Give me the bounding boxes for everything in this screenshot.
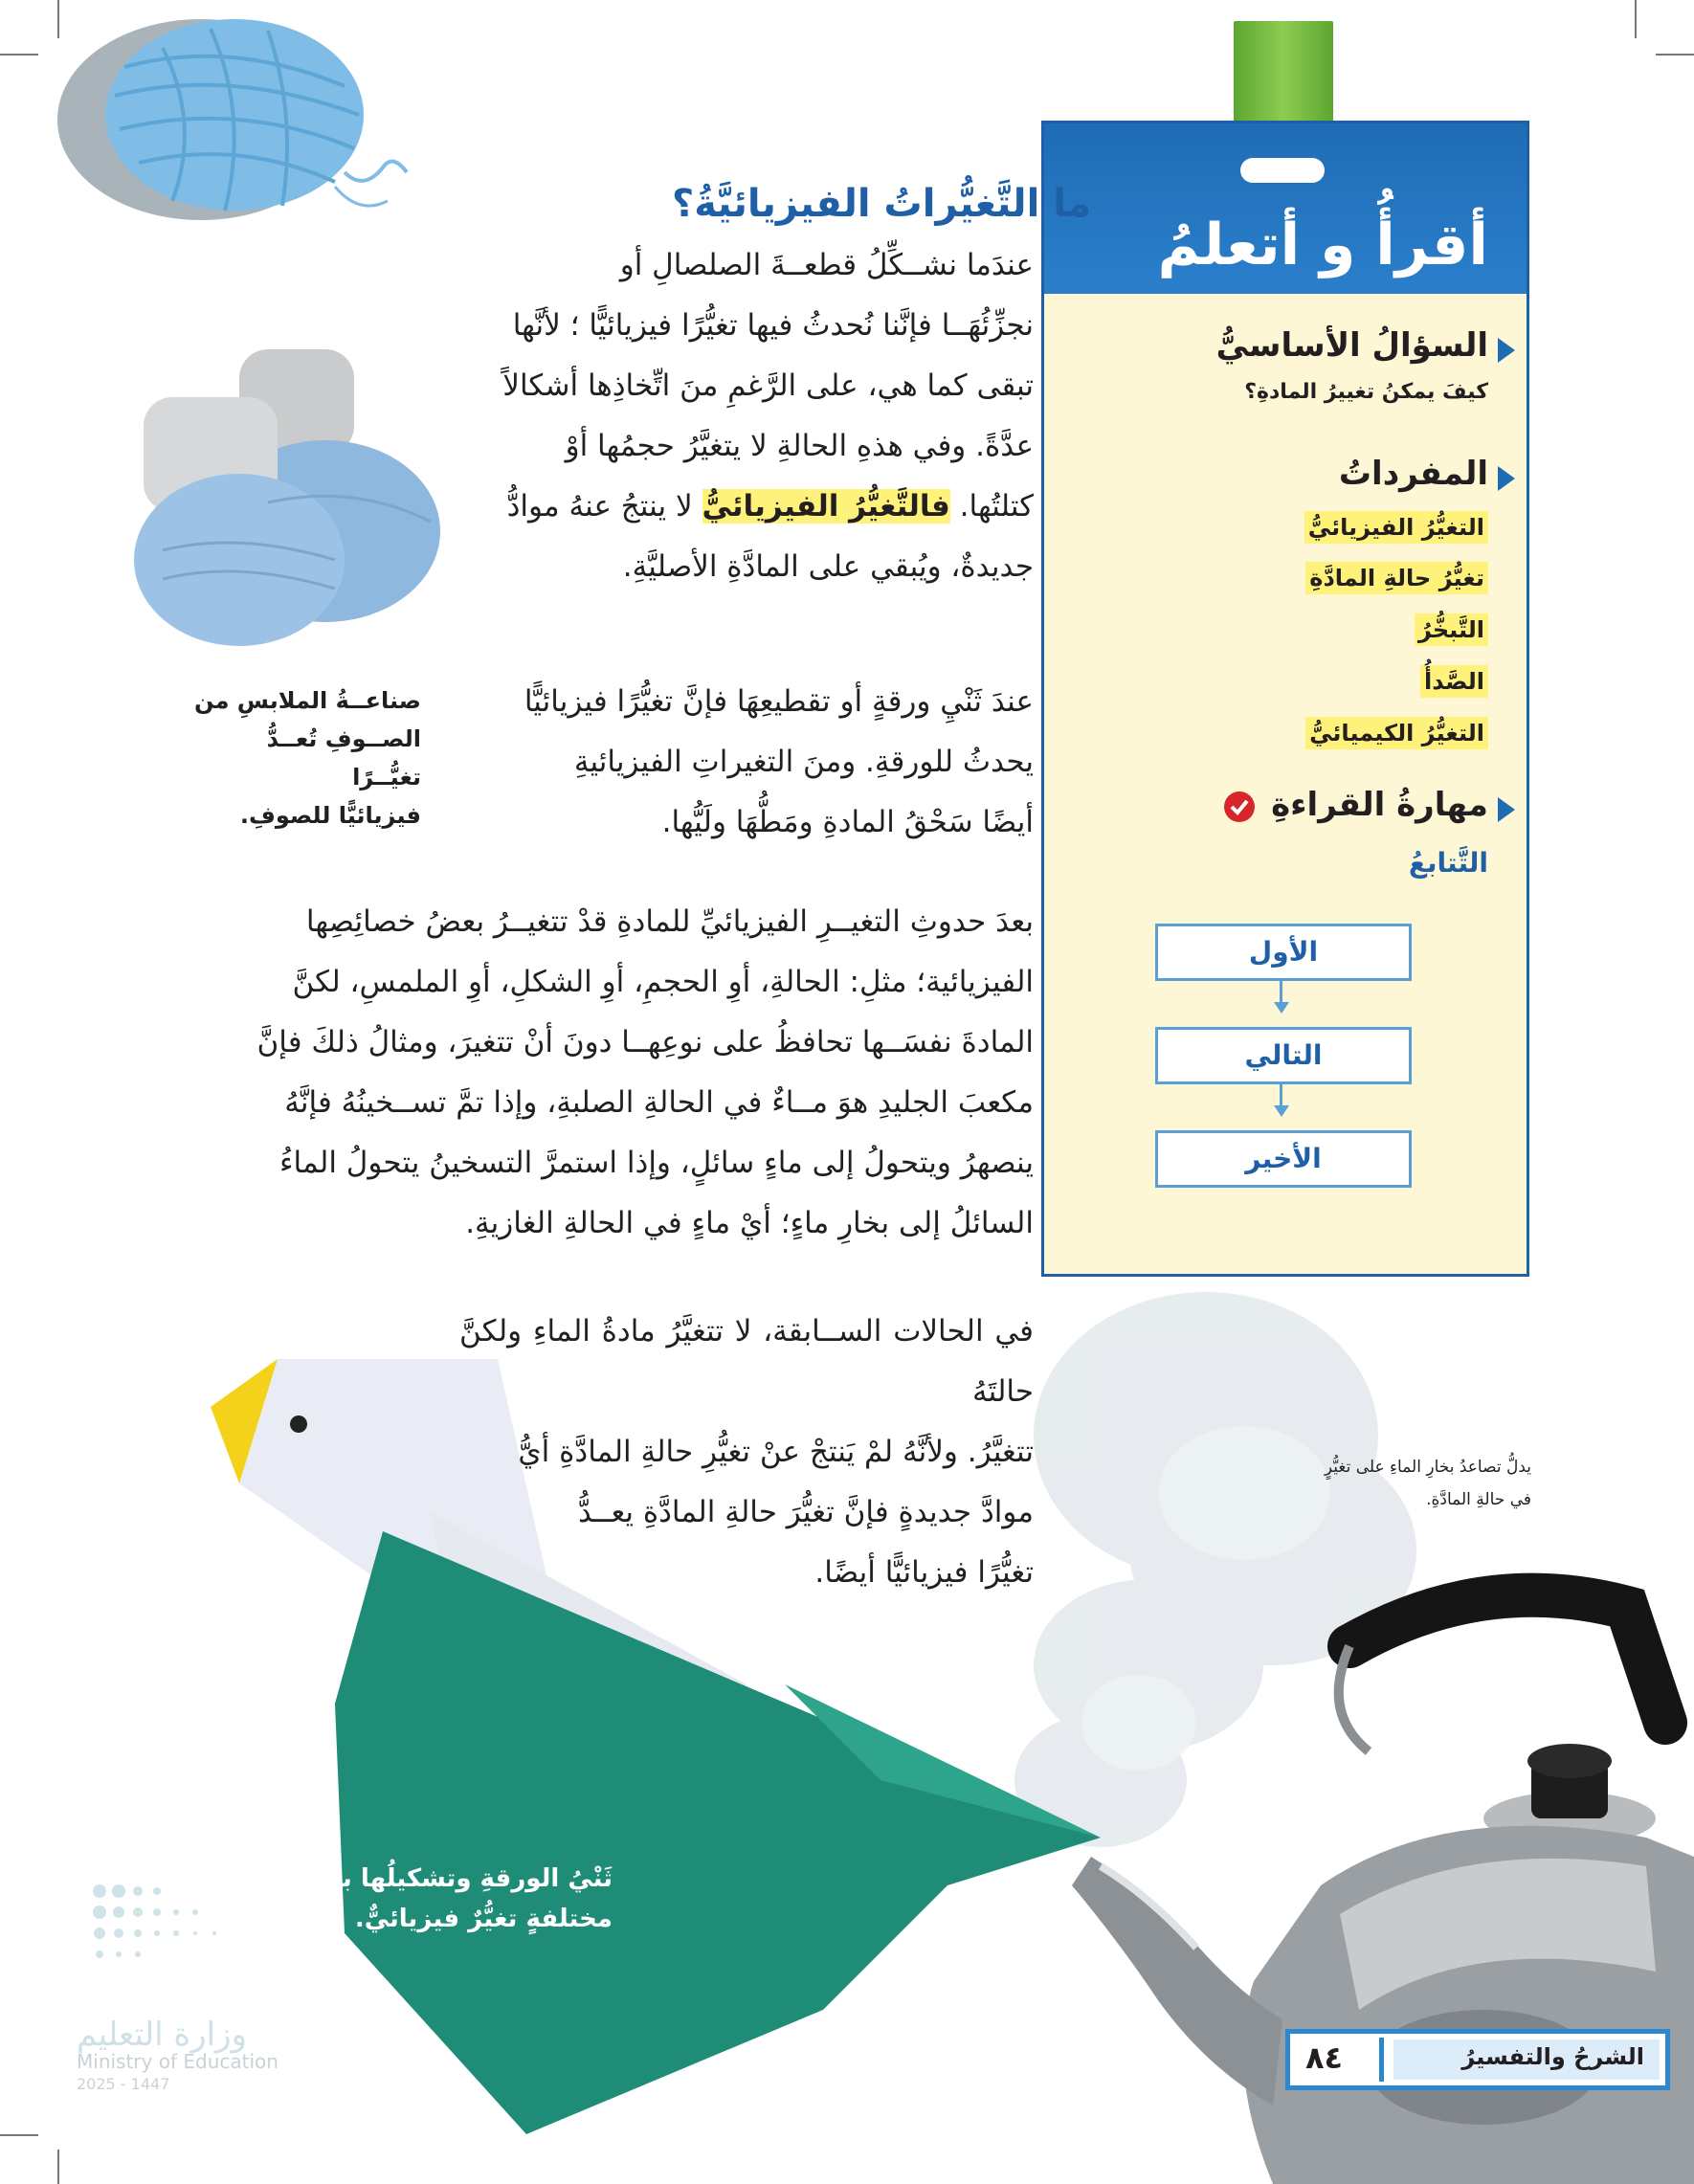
caption-line: صناعــةُ الملابسِ من bbox=[193, 687, 421, 714]
vocabulary-heading: المفرداتُ bbox=[1338, 455, 1488, 493]
checkmark-icon bbox=[1223, 791, 1256, 823]
arrow-down-icon bbox=[1274, 1105, 1289, 1117]
text-line: موادَّ جديدةٍ فإنَّ تغيُّرَ حالةِ المادَّةِ يعــدُّ bbox=[578, 1495, 1034, 1529]
sidebar-title: أقرأُ و أتعلمُ bbox=[1157, 212, 1488, 279]
sequence-arrow bbox=[1280, 981, 1282, 1004]
text-span: كتلتُها. bbox=[959, 489, 1034, 524]
arrow-down-icon bbox=[1274, 1002, 1289, 1014]
text-line: تبقى كما هي، على الرَّغمِ منَ اتِّخاذِها أشكالاً bbox=[502, 368, 1034, 403]
crop-mark bbox=[1635, 0, 1637, 38]
crop-mark bbox=[0, 2134, 38, 2136]
text-line bbox=[464, 477, 1034, 537]
caption-line: يدلُّ تصاعدُ بخارِ الماءِ على تغيُّرٍ bbox=[1324, 1458, 1531, 1477]
header-notch bbox=[1240, 158, 1325, 183]
caption-line: في حالةِ المادَّةِ. bbox=[1426, 1490, 1531, 1509]
vocab-item: التغيُّرُ الفيزيائيُّ bbox=[1304, 511, 1488, 544]
wool-booties-image bbox=[124, 340, 450, 656]
paragraph-4 bbox=[459, 1302, 1034, 1603]
sidebar-header bbox=[1044, 123, 1527, 294]
paragraph-1 bbox=[464, 235, 1034, 597]
vocab-item: التَّبخُّرُ bbox=[1415, 613, 1488, 646]
text-line: مكعبَ الجليدِ هوَ مــاءٌ في الحالةِ الصلبةِ، وإذا تمَّ تســخينُهُ فإنَّهُ bbox=[284, 1085, 1034, 1120]
crop-mark bbox=[1656, 54, 1694, 56]
essential-question: كيفَ يمكنُ تغييرُ المادةِ؟ bbox=[1244, 380, 1488, 404]
text-line: السائلُ إلى بخارِ ماءٍ؛ أيْ ماءٍ في الحالةِ الغازيةِ. bbox=[465, 1206, 1034, 1240]
caption-line: فيزيائيًّا للصوفِ. bbox=[239, 802, 421, 829]
text-line: في الحالات الســابقة، لا تتغيَّرُ مادةُ الماءِ ولكنَّ حالتَهُ bbox=[459, 1314, 1034, 1409]
sequence-first-box: الأول bbox=[1155, 924, 1412, 981]
text-line: الفيزيائية؛ مثلِ: الحالةِ، أوِ الحجمِ، أوِ الشكلِ، أوِ الملمسِ، لكنَّ bbox=[292, 965, 1034, 999]
sequence-arrow bbox=[1280, 1084, 1282, 1107]
caption-line: مختلفةٍ تغيُّرٌ فيزيائيٌّ. bbox=[354, 1905, 613, 1933]
sequence-next-box: التالي bbox=[1155, 1027, 1412, 1084]
vocab-item: تغيُّرُ حالةِ المادَّةِ bbox=[1305, 562, 1488, 594]
text-span: لا ينتجُ عنهُ موادُّ bbox=[506, 489, 693, 524]
text-line: نجزِّئُهَــا فإنَّنا نُحدثُ فيها تغيُّرًا فيزيائيًّا ؛ لأنَّها bbox=[512, 308, 1034, 343]
arrow-icon bbox=[1498, 338, 1515, 363]
crop-mark bbox=[57, 2150, 59, 2184]
caption-line: ثَنْيُ الورقةِ وتشكيلُها بأشكالٍ bbox=[263, 1864, 613, 1893]
text-line: عدَّةً. وفي هذهِ الحالةِ لا يتغيَّرُ حجمُها أوْ bbox=[565, 429, 1034, 463]
wool-caption bbox=[191, 681, 421, 835]
page-footer bbox=[1285, 2029, 1670, 2090]
text-line: ينصهرُ ويتحولُ إلى ماءٍ سائلٍ، وإذا استمرَّ التسخينُ يتحولُ الماءُ bbox=[279, 1146, 1034, 1180]
crop-mark bbox=[0, 54, 38, 56]
kettle-image bbox=[1034, 1570, 1694, 2184]
reading-skill-label: مهارةُ القراءةِ bbox=[1271, 786, 1488, 824]
section-heading: ما التَّغيُّراتُ الفيزيائيَّةُ؟ bbox=[672, 182, 1091, 226]
ministry-name-english: Ministry of Education bbox=[77, 2050, 279, 2073]
vocab-item: الصَّدأُ bbox=[1420, 665, 1488, 698]
reading-skill: التَّتابعُ bbox=[1408, 847, 1488, 879]
ministry-name-arabic: وزارة التعليم bbox=[77, 2016, 247, 2054]
text-line: أيضًا سَحْقُ المادةِ ومَطُّهَا ولَيُّها. bbox=[661, 805, 1034, 839]
arrow-icon bbox=[1498, 466, 1515, 491]
paragraph-2 bbox=[464, 672, 1034, 853]
paper-caption bbox=[239, 1859, 613, 1939]
text-line: يحدثُ للورقةِ. ومنَ التغيراتِ الفيزيائيةِ bbox=[573, 745, 1034, 779]
arrow-icon bbox=[1498, 797, 1515, 822]
highlighted-term: فالتَّغيُّرُ الفيزيائيُّ bbox=[702, 489, 950, 524]
read-and-learn-sidebar bbox=[1041, 121, 1529, 1277]
page-number: ٨٤ bbox=[1305, 2039, 1344, 2076]
footer-divider bbox=[1379, 2038, 1384, 2082]
ministry-logo-dots-icon bbox=[90, 1882, 243, 1977]
yarn-ball-image bbox=[57, 10, 412, 249]
text-line: تغيُّرًا فيزيائيًّا أيضًا. bbox=[814, 1555, 1034, 1590]
text-line: تتغيَّرُ. ولأنَّهُ لمْ يَنتجْ عنْ تغيُّرِ حالةِ المادَّةِ أيُّ bbox=[518, 1435, 1034, 1469]
caption-line: الصــوفِ تُعــدُّ تغيُّــرًا bbox=[266, 725, 421, 791]
footer-label: الشرحُ والتفسيرُ bbox=[1461, 2043, 1644, 2070]
text-line: المادةَ نفسَــها تحافظُ على نوعِهــا دونَ أنْ تتغيرَ، ومثالُ ذلكَ فإنَّ bbox=[256, 1025, 1034, 1059]
text-line: عندَ ثَنْيِ ورقةٍ أو تقطيعِهَا فإنَّ تغيُّرًا فيزيائيًّا bbox=[524, 684, 1034, 719]
text-line: عندَما نشــكِّلُ قطعــةَ الصلصالِ أو bbox=[619, 248, 1034, 282]
text-line: جديدةٌ، ويُبقي على المادَّةِ الأصليَّةِ. bbox=[622, 549, 1034, 584]
reading-skill-heading bbox=[1223, 786, 1488, 824]
text-line: بعدَ حدوثِ التغيــرِ الفيزيائيِّ للمادةِ قدْ تتغيــرُ بعضُ خصائِصِها bbox=[305, 904, 1034, 939]
steam-caption bbox=[1215, 1451, 1531, 1516]
sequence-last-box: الأخير bbox=[1155, 1130, 1412, 1188]
ministry-year: 2025 - 1447 bbox=[77, 2075, 170, 2093]
essential-question-heading: السؤالُ الأساسيُّ bbox=[1215, 326, 1488, 365]
paragraph-3 bbox=[206, 892, 1034, 1254]
vocab-item: التغيُّرُ الكيميائيُّ bbox=[1305, 717, 1488, 749]
